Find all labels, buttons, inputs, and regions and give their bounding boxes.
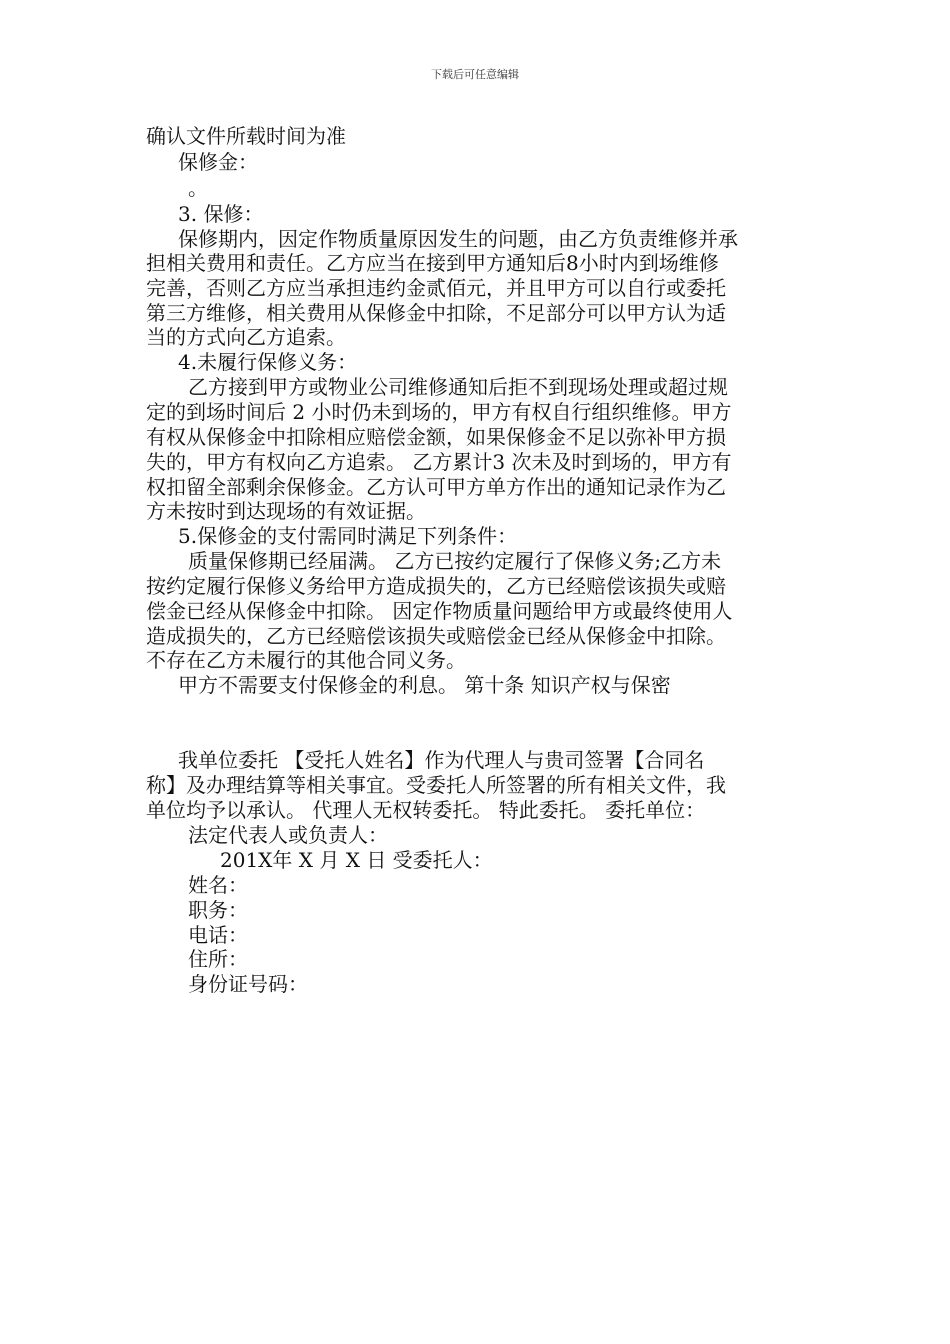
- text-line: 我单位委托 【受托人姓名】作为代理人与贵司签署【合同名: [178, 748, 705, 772]
- text-line: 4.未履行保修义务：: [178, 350, 358, 374]
- text-line: 甲方不需要支付保修金的利息。 第十条 知识产权与保密: [178, 673, 671, 697]
- text-line: 质量保修期已经届满。 乙方已按约定履行了保修义务;乙方未: [188, 549, 722, 573]
- text-line: 身份证号码：: [188, 972, 308, 996]
- text-line: 完善，否则乙方应当承担违约金贰佰元，并且甲方可以自行或委托: [146, 276, 726, 300]
- text-line: 乙方接到甲方或物业公司维修通知后拒不到现场处理或超过规: [188, 375, 728, 399]
- text-line: 偿金已经从保修金中扣除。 因定作物质量问题给甲方或最终使用人: [146, 599, 733, 623]
- text-line: 不存在乙方未履行的其他合同义务。: [146, 648, 466, 672]
- text-line: 权扣留全部剩余保修金。乙方认可甲方单方作出的通知记录作为乙: [146, 475, 726, 499]
- text-line: 保修金：: [178, 150, 258, 174]
- text-line: 职务：: [188, 898, 248, 922]
- text-line: 第三方维修，相关费用从保修金中扣除，不足部分可以甲方认为适: [146, 301, 726, 325]
- text-line: 失的，甲方有权向乙方追索。 乙方累计3 次未及时到场的，甲方有: [146, 450, 732, 474]
- text-line: 有权从保修金中扣除相应赔偿金额，如果保修金不足以弥补甲方损: [146, 425, 726, 449]
- text-line: 电话：: [188, 923, 248, 947]
- text-line: 称】及办理结算等相关事宜。受委托人所签署的所有相关文件，我: [146, 773, 726, 797]
- text-line: 法定代表人或负责人：: [188, 823, 388, 847]
- text-line: 姓名：: [188, 873, 248, 897]
- text-line: 担相关费用和责任。乙方应当在接到甲方通知后8小时内到场维修: [146, 251, 719, 275]
- text-line: 保修期内，因定作物质量原因发生的问题，由乙方负责维修并承: [178, 227, 738, 251]
- text-line: 3. 保修：: [178, 202, 264, 226]
- text-line: 单位均予以承认。 代理人无权转委托。 特此委托。 委托单位：: [146, 798, 706, 822]
- page-header: 下载后可任意编辑: [431, 68, 519, 81]
- text-line: 住所：: [188, 947, 248, 971]
- text-line: 定的到场时间后 2 小时仍未到场的，甲方有权自行组织维修。甲方: [146, 400, 732, 424]
- text-line: 造成损失的，乙方已经赔偿该损失或赔偿金已经从保修金中扣除。: [146, 624, 726, 648]
- text-line: 5.保修金的支付需同时满足下列条件：: [178, 524, 518, 548]
- text-line: 按约定履行保修义务给甲方造成损失的，乙方已经赔偿该损失或赔: [146, 574, 726, 598]
- text-line: 当的方式向乙方追索。: [146, 325, 346, 349]
- text-line: 201X年 X 月 X 日 受委托人：: [220, 848, 493, 872]
- text-line: 确认文件所载时间为准: [146, 124, 346, 148]
- text-line: 。: [188, 176, 208, 200]
- text-line: 方未按时到达现场的有效证据。: [146, 499, 426, 523]
